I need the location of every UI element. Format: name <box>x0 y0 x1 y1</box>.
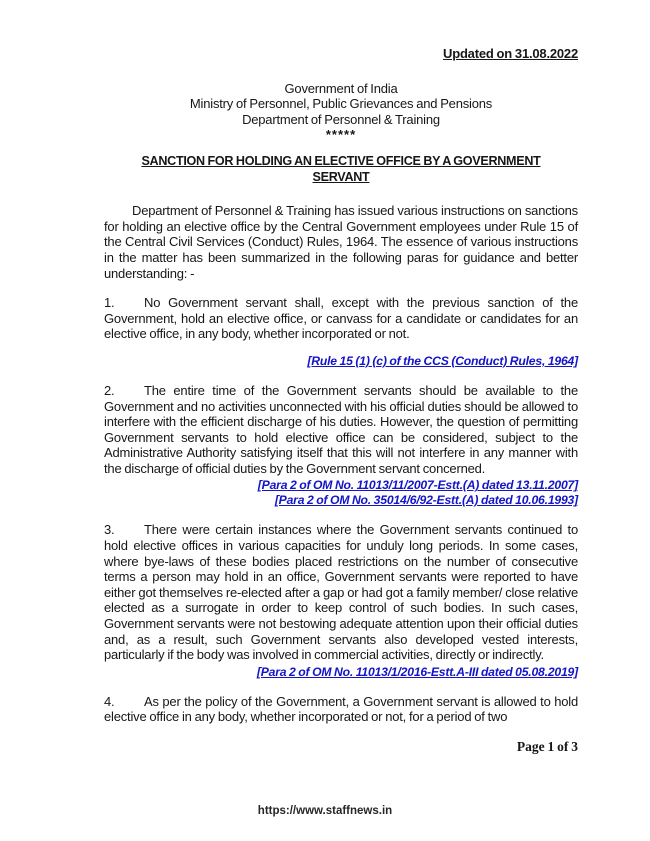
separator-stars: ***** <box>325 127 357 143</box>
paragraph-number: 3. <box>104 522 115 538</box>
citation-block <box>104 354 578 369</box>
paragraph-text: The entire time of the Government servants should be available to the Government and no activities unconnected with his official duties should be allowed to interfere with the efficient discharge of his duties. However, the question of permitting Government servants to hold elective office can be considered, subject to the Administrative Authority satisfying itself that this will not interfere in any manner with the discharge of official duties by the Government servant concerned. <box>104 382 578 476</box>
paragraph-body <box>104 694 578 725</box>
paragraph-text: There were certain instances where the Government servants continued to hold elective offices in various capacities for unduly long periods. In some cases, where bye-laws of these bodies placed restrictions on the number of consecutive terms a person may hold in an office, Government servants were reported to have either got themselves re-elected after a gap or had got a family member/ close relative elected as a surrogate in order to keep control of such bodies. In such cases, Government servants were not bestowing adequate attention upon their official duties and, as a result, such Government servants also developed vested interests, particularly if the body was involved in commercial activities, directly or indirectly. <box>104 522 578 663</box>
org-line-ministry: Ministry of Personnel, Public Grievances and Pensions <box>189 96 493 112</box>
paragraph-2 <box>104 383 578 509</box>
citation-link[interactable]: [Para 2 of OM No. 11013/11/2007-Estt.(A) dated 13.11.2007] <box>257 478 578 493</box>
paragraph-1 <box>104 295 578 369</box>
org-line-government: Government of India <box>284 80 398 96</box>
updated-date: Updated on 31.08.2022 <box>443 46 578 61</box>
paragraph-body <box>104 522 578 662</box>
org-line-department: Department of Personnel & Training <box>242 111 440 127</box>
paragraph-number: 2. <box>104 382 115 398</box>
citation-link[interactable]: [Rule 15 (1) (c) of the CCS (Conduct) Rules, 1964] <box>307 353 578 368</box>
paragraph-3 <box>104 522 578 679</box>
citation-block <box>104 478 578 508</box>
paragraph-4 <box>104 694 578 725</box>
paragraph-text: No Government servant shall, except with the previous sanction of the Government, hold an elective office, or canvass for a candidate or candidates for an elective office, in any body, whether incorporated or not. <box>104 295 578 342</box>
citation-line <box>104 478 578 493</box>
page-number: Page 1 of 3 <box>516 739 578 754</box>
intro-paragraph: Department of Personnel & Training has issued various instructions on sanctions for holding an elective office by the Central Government employees under Rule 15 of the Central Civil Services (Conduct) Rules, 1964. The essence of various instructions in the matter has been summarized in the following paras for guidance and better understanding: - <box>104 203 578 281</box>
citation-link[interactable]: [Para 2 of OM No. 35014/6/92-Estt.(A) dated 10.06.1993] <box>274 493 578 508</box>
website-watermark-link[interactable]: https://www.staffnews.in <box>257 805 393 817</box>
citation-line <box>104 493 578 508</box>
citation-link[interactable]: [Para 2 of OM No. 11013/1/2016-Estt.A-III dated 05.08.2019] <box>256 664 578 679</box>
citation-block <box>104 665 578 680</box>
citation-line <box>104 665 578 680</box>
paragraph-text: As per the policy of the Government, a Government servant is allowed to hold elective office in any body, whether incorporated or not, for a period of two <box>104 693 578 725</box>
paragraph-body <box>104 383 578 477</box>
document-title: SANCTION FOR HOLDING AN ELECTIVE OFFICE BY A GOVERNMENT SERVANT <box>141 153 541 184</box>
citation-line <box>104 354 578 369</box>
paragraph-number: 1. <box>104 295 115 311</box>
paragraph-body <box>104 295 578 342</box>
paragraph-number: 4. <box>104 693 115 709</box>
